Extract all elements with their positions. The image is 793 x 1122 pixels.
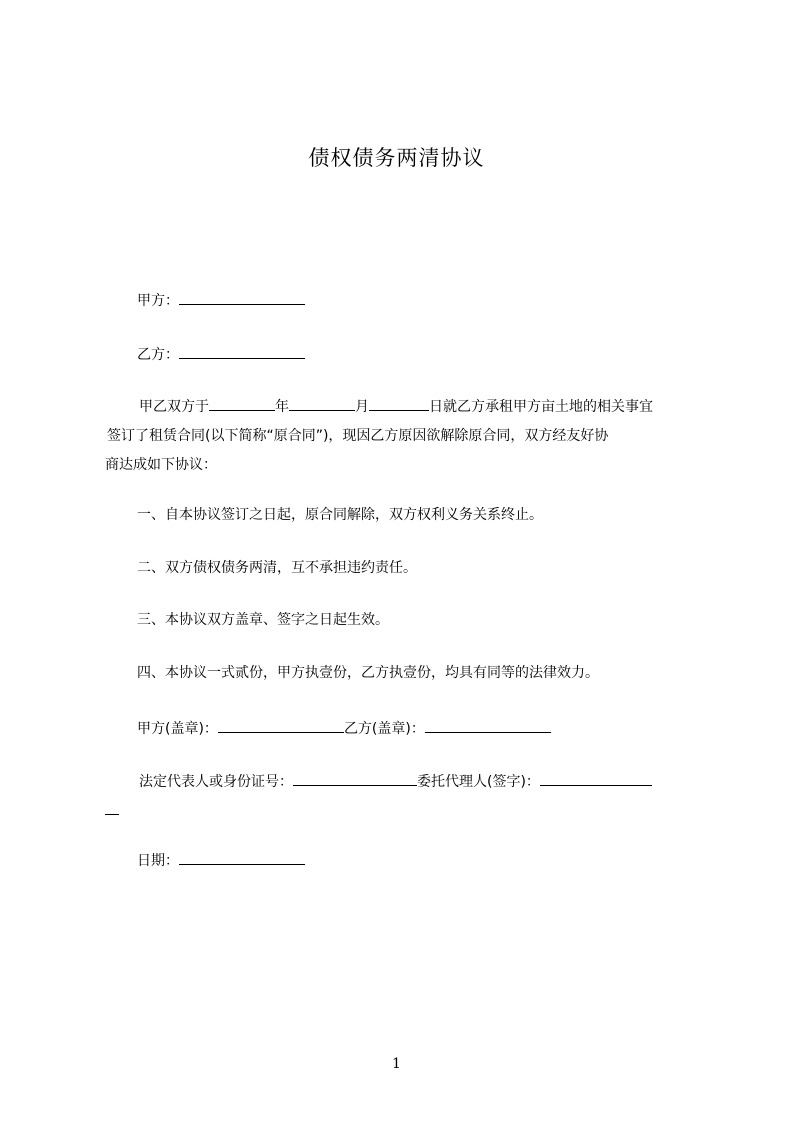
party-a-label: 甲方：: [137, 293, 179, 309]
clause-2: 二、双方债权债务两清，互不承担违约责任。: [137, 560, 417, 576]
agent-label: 委托代理人(签字)：: [417, 774, 540, 790]
day-blank[interactable]: [369, 396, 429, 411]
month-blank[interactable]: [289, 396, 355, 411]
intro-line-2: 签订了租赁合同(以下简称“原合同”)，现因乙方原因欲解除原合同，双方经友好协: [107, 428, 609, 444]
intro-line-3: 商达成如下协议：: [105, 457, 217, 473]
intro-line-1: [105, 393, 705, 422]
party-a-blank[interactable]: [179, 290, 305, 305]
intro-paragraph: [105, 393, 705, 480]
legal-rep-label: 法定代表人或身份证号：: [139, 774, 293, 790]
party-b-blank[interactable]: [179, 344, 305, 359]
intro-text-start: 甲乙双方于: [139, 399, 209, 415]
year-label: 年: [275, 399, 289, 415]
date-blank[interactable]: [179, 850, 305, 865]
clause-1: 一、自本协议签订之日起，原合同解除，双方权利义务关系终止。: [137, 507, 543, 523]
party-a-line: [137, 290, 305, 311]
legal-rep-blank[interactable]: [293, 771, 417, 786]
page-number: 1: [392, 1056, 401, 1072]
year-blank[interactable]: [209, 396, 275, 411]
intro-text-end: 日就乙方承租甲方亩土地的相关事宜: [429, 399, 653, 415]
representative-paragraph: [105, 768, 705, 826]
representative-line: [105, 768, 705, 797]
party-b-line: [137, 344, 305, 365]
clause-4: 四、本协议一式贰份，甲方执壹份，乙方执壹份，均具有同等的法律效力。: [137, 665, 599, 681]
party-b-label: 乙方：: [137, 347, 179, 363]
agent-blank-continued[interactable]: [105, 800, 119, 815]
party-a-seal-label: 甲方(盖章)：: [137, 721, 218, 737]
party-b-seal-blank[interactable]: [425, 718, 551, 733]
month-label: 月: [355, 399, 369, 415]
seal-line: [137, 718, 551, 739]
document-title: 债权债务两清协议: [308, 146, 485, 170]
agent-blank[interactable]: [540, 771, 652, 786]
date-line: [137, 850, 305, 871]
party-a-seal-blank[interactable]: [218, 718, 344, 733]
representative-line-wrap: [105, 797, 705, 826]
date-label: 日期：: [137, 853, 179, 869]
party-b-seal-label: 乙方(盖章)：: [343, 721, 425, 737]
clause-3: 三、本协议双方盖章、签字之日起生效。: [137, 612, 389, 628]
